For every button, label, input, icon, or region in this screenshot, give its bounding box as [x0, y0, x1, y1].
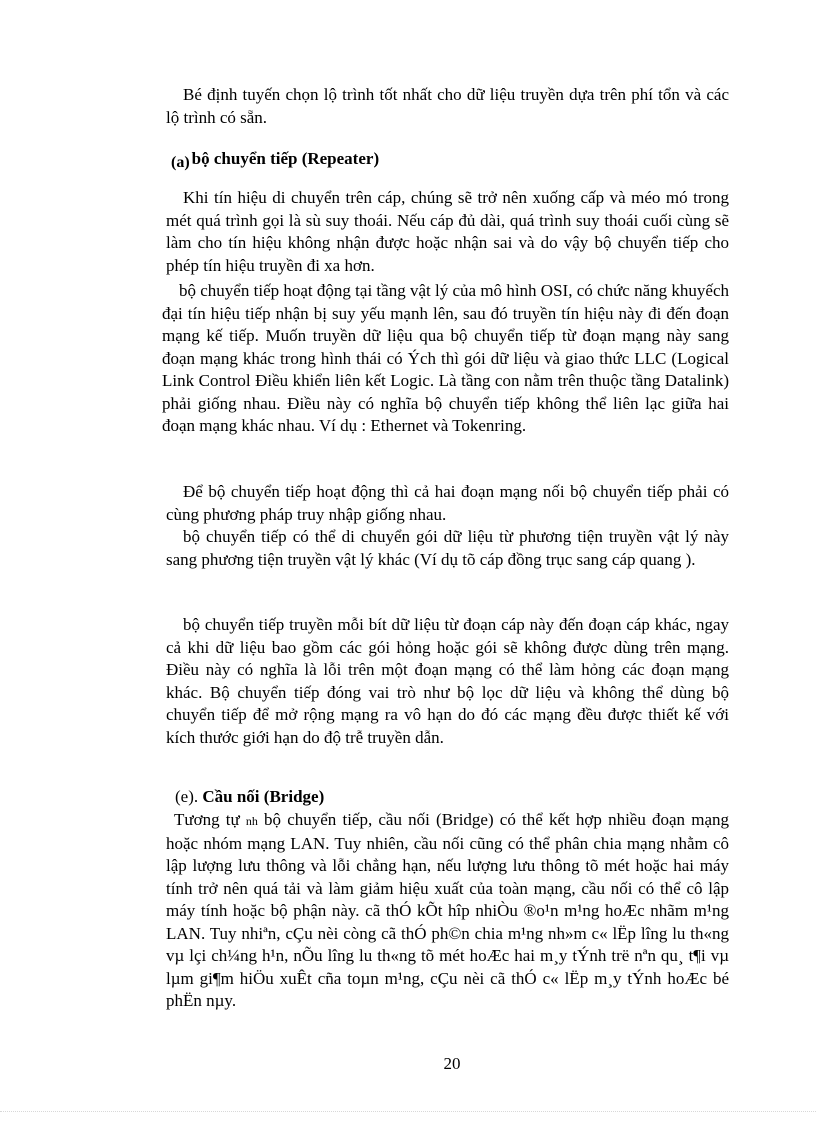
section-e-paragraph-1: [166, 809, 729, 1013]
intro-paragraph: Bé định tuyến chọn lộ trình tốt nhất cho dữ liệu truyền dựa trên phí tổn và các lộ trình có sẵn.: [166, 85, 729, 127]
section-a-paren: (Repeater): [301, 149, 380, 168]
page-footer-divider: [0, 1111, 816, 1112]
section-a-number: (a): [171, 154, 190, 171]
section-a-paragraph-2: bộ chuyển tiếp hoạt động tại tầng vật lý của mô hình OSI, có chức năng khuyếch đại tín hiệu tiếp nhận bị suy yếu mạnh lên, sau đó truyền tín hiệu này đi đến đoạn mạng kế tiếp. Muốn truyền dữ liệu qua bộ chuyển tiếp từ đoạn mạng này sang đoạn mạng khác trong hình thái có Ých thì gói dữ liệu và giao thức LLC (Logical Link Control Điều khiển liên kết Logic. Là tầng con nằm trên thuộc tầng Datalink) phải giống nhau. Điều này có nghĩa bộ chuyển tiếp không thể liên lạc giữa hai đoạn mạng khác nhau. Ví dụ : Ethernet và Tokenring.: [162, 281, 729, 435]
section-a-paragraph-4: bộ chuyển tiếp có thể di chuyển gói dữ liệu từ phương tiện truyền vật lý này sang phương tiện truyền vật lý khác (Ví dụ tõ cáp đồng trục sang cáp quang ).: [166, 527, 729, 569]
section-e-title: Cầu nối: [202, 787, 260, 806]
section-e-heading: [175, 786, 324, 808]
section-e-number: (e).: [175, 787, 199, 806]
section-e-paren: (Bridge): [263, 787, 325, 806]
section-a-paragraph-1: Khi tín hiệu di chuyển trên cáp, chúng sẽ trở nên xuống cấp và méo mó trong mét quá trình gọi là sù suy thoái. Nếu cáp đủ dài, quá trình suy thoái cuối cùng sẽ làm cho tín hiệu không nhận được hoặc nhận sai và do vậy bộ chuyển tiếp cho phép tín hiệu truyền đi xa hơn.: [166, 188, 729, 275]
section-e-p1-start: Tương tự: [174, 810, 240, 829]
section-a-paragraph-3: Để bộ chuyển tiếp hoạt động thì cả hai đoạn mạng nối bộ chuyển tiếp phải có cùng phương pháp truy nhập giống nhau.: [166, 482, 729, 524]
section-a-paragraph-5: bộ chuyển tiếp truyền mỗi bít dữ liệu từ đoạn cáp này đến đoạn cáp khác, ngay cả khi dữ liệu bao gồm các gói hỏng hoặc gói sẽ không được dùng trên mạng. Điều này có nghĩa là lỗi trên một đoạn mạng có thể làm hỏng các đoạn mạng khác. Bộ chuyển tiếp đóng vai trò như bộ lọc dữ liệu và không thể dùng bộ chuyển tiếp để mở rộng mạng ra vô hạn do đó các mạng đều được thiết kế với kích thước giới hạn do độ trễ truyền dẫn.: [166, 615, 729, 747]
page-number: 20: [443, 1054, 461, 1073]
section-a-title: bộ chuyển tiếp: [191, 149, 298, 168]
section-a-heading: [171, 148, 379, 171]
section-e-p1-small: nh: [245, 814, 258, 828]
section-e-p1-rest: bộ chuyển tiếp, cầu nối (Bridge) có thể kết hợp nhiều đoạn mạng hoặc nhóm mạng LAN. Tuy nhiên, cầu nối cũng có thể phân chia mạng nhằm cô lập lượng lưu thông và lỗi chẳng hạn, nếu lượng lưu thông tõ mét hoặc hai máy tính trở nên quá tải và làm giảm hiệu xuất của toàn mạng, cầu nối có thể cô lập máy tính hoặc bộ phận này. cã thÓ kÕt hîp nhiÒu ®o¹n m¹ng hoÆc nhãm m¹ng LAN. Tuy nhiªn, cÇu nèi còng cã thÓ ph©n chia m¹ng nh»m c« lËp lîng lu th«ng vµ lçi ch¼ng h¹n, nÕu lîng lu th«ng tõ mét hoÆc hai m¸y tÝnh trë nªn qu¸ t¶i vµ lµm gi¶m hiÖu xuÊt cña toµn m¹ng, cÇu nèi cã thÓ c« lËp m¸y tÝnh hoÆc bé phËn nµy.: [166, 810, 729, 1010]
